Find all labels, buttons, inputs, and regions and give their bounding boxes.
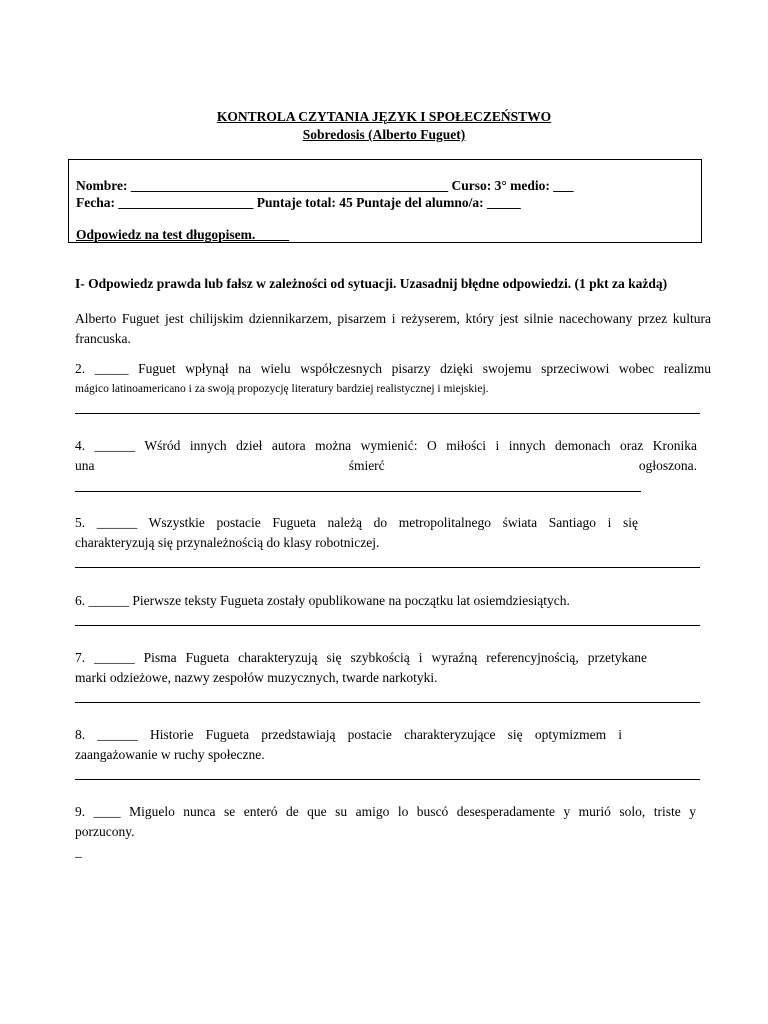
- question-text: 7. ______ Pisma Fugueta charakteryzują się szybkością i wyraźną referencyjnością, przetykane: [75, 650, 647, 665]
- question-item: [75, 648, 647, 688]
- answer-line[interactable]: [75, 779, 700, 780]
- question-text: 5. ______ Wszystkie postacie Fugueta należą do metropolitalnego świata Santiago i się: [75, 515, 638, 530]
- question-text-continued: zaangażowanie w ruchy społeczne.: [75, 747, 265, 762]
- question-text: 9. ____ Miguelo nunca se enteró de que su amigo lo buscó desesperadamente y murió solo, triste y: [75, 804, 696, 819]
- question-text: 8. ______ Historie Fugueta przedstawiają postacie charakteryzujące się optymizmem i: [75, 727, 622, 742]
- answer-line[interactable]: [75, 413, 700, 414]
- student-info-box: [68, 159, 702, 243]
- question-text: 4. ______ Wśród innych dzieł autora można wymienić: O miłości i innych demonach oraz Kronika: [75, 438, 697, 453]
- answer-line[interactable]: [75, 702, 700, 703]
- question-item: [75, 436, 697, 476]
- page-subtitle: Sobredosis (Alberto Fuguet): [302, 127, 466, 142]
- question-text-continued: porzucony.: [75, 824, 135, 839]
- question-text-continued: marki odzieżowe, nazwy zespołów muzycznych, twarde narkotyki.: [75, 670, 438, 685]
- answer-line[interactable]: [75, 567, 700, 568]
- pen-instruction: Odpowiedz na test długopisem._____: [76, 227, 290, 242]
- word-una: una: [75, 458, 95, 473]
- date-score-line[interactable]: Fecha: ____________________ Puntaje total: 45 Puntaje del alumno/a: _____: [76, 195, 521, 210]
- question-item: [75, 591, 711, 611]
- intro-statement: Alberto Fuguet jest chilijskim dziennikarzem, pisarzem i reżyserem, który jest silnie nacechowany przez kultura francuska.: [75, 311, 711, 346]
- answer-mark[interactable]: _: [75, 844, 82, 859]
- question-item: [75, 359, 711, 399]
- word-ogloszona: ogłoszona.: [638, 458, 697, 473]
- answer-line[interactable]: [75, 625, 700, 626]
- name-course-line[interactable]: Nombre: _______________________________________________ Curso: 3° medio: ___: [76, 178, 574, 193]
- question-text: 6. ______ Pierwsze teksty Fugueta zostały opublikowane na początku lat osiemdziesiątych.: [75, 593, 570, 608]
- answer-line[interactable]: [75, 491, 641, 492]
- question-text-continued: mágico latinoamericano i za swoją propozycję literatury bardziej realistycznej i miejskiej.: [75, 383, 489, 395]
- question-text-continued: charakteryzują się przynależnością do klasy robotniczej.: [75, 535, 380, 550]
- section-heading: I- Odpowiedz prawda lub fałsz w zależności od sytuacji. Uzasadnij błędne odpowiedzi. (1 pkt za każdą): [75, 276, 668, 291]
- question-text: 2. _____ Fuguet wpłynął na wielu współczesnych pisarzy dzięki swojemu sprzeciwowi wobec realizmu: [75, 361, 711, 376]
- page-title: KONTROLA CZYTANIA JĘZYK I SPOŁECZEŃSTWO: [216, 109, 552, 124]
- question-text-continued: [75, 456, 697, 476]
- word-smierc: śmierć: [348, 458, 385, 473]
- question-item: [75, 802, 696, 862]
- question-item: [75, 725, 622, 765]
- question-item: [75, 513, 638, 553]
